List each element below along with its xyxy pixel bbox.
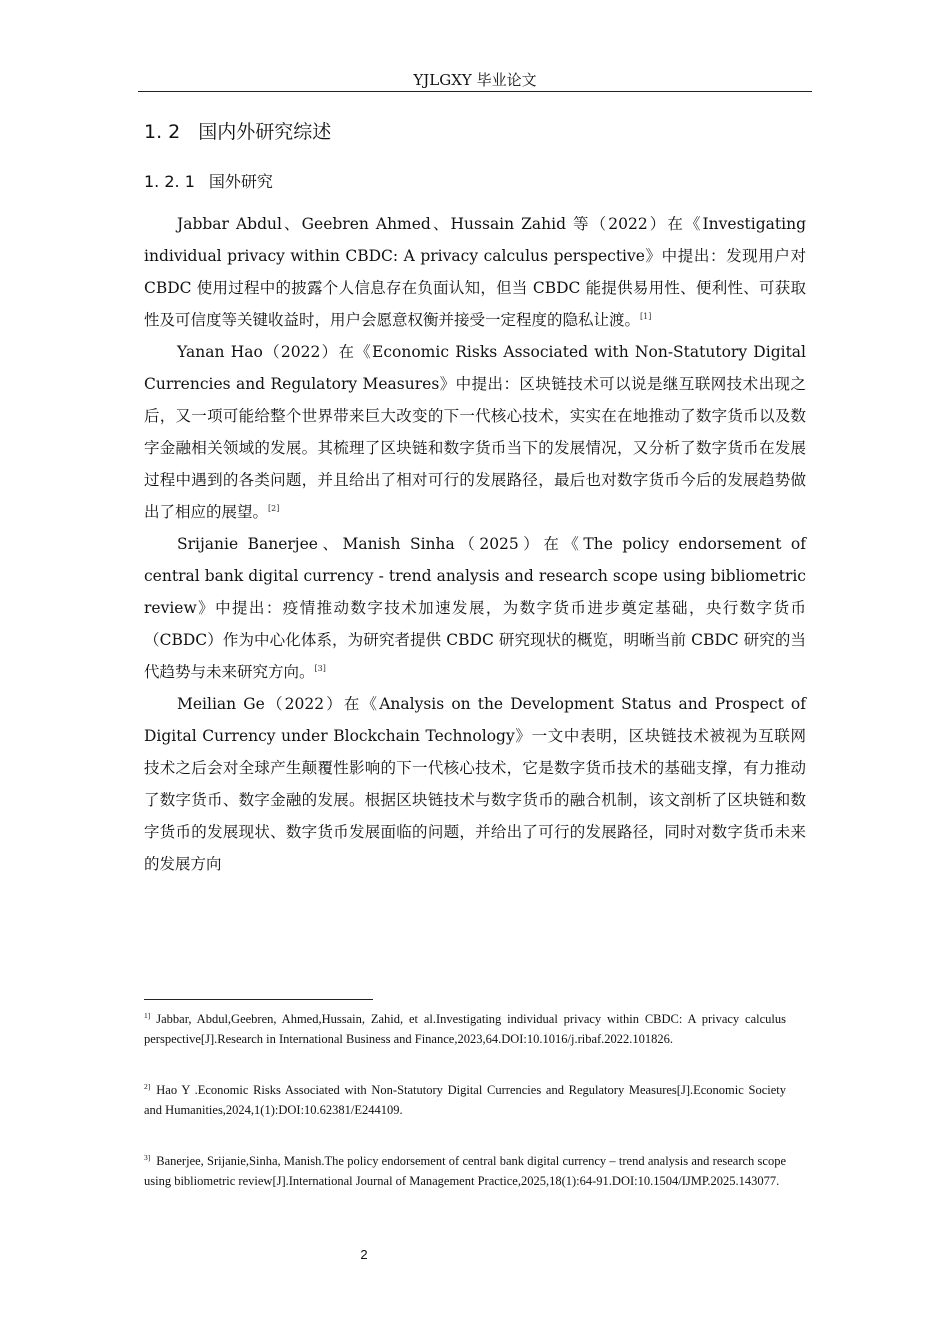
section-heading <box>144 119 331 145</box>
paragraph <box>144 336 806 528</box>
footnote-text: Jabbar, Abdul,Geebren, Ahmed,Hussain, Zahid, et al.Investigating individual privacy within CBDC: A privacy calculus perspective[J].Research in International Business and Finance,2023,64.DOI:10.1016/j.ribaf.2022.101826. <box>144 1012 786 1046</box>
footnote-mark: 3] <box>144 1153 151 1162</box>
footnote <box>144 1081 786 1120</box>
paragraph <box>144 208 806 336</box>
subsection-heading <box>144 170 273 194</box>
paragraph-text: Jabbar Abdul、Geebren Ahmed、Hussain Zahid 等（2022）在《Investigating individual privacy within CBDC: A privacy calculus perspective》中提出：发现用户对 CBDC 使用过程中的披露个人信息存在负面认知，但当 CBDC 能提供易用性、便利性、可获取性及可信度等关键收益时，用户会愿意权衡并接受一定程度的隐私让渡。 <box>144 215 806 329</box>
footnote-mark: 2] <box>144 1082 151 1091</box>
footnote-text: Banerjee, Srijanie,Sinha, Manish.The policy endorsement of central bank digital currency – trend analysis and research scope using bibliometric review[J].International Journal of Management Practice,2025,18(1):64-91.DOI:10.1504/IJMP.2025.143077. <box>144 1154 786 1188</box>
page-number: 2 <box>360 1247 368 1262</box>
paragraph <box>144 528 806 688</box>
header-rule <box>138 91 812 92</box>
citation-marker: [1] <box>640 312 652 321</box>
paragraph <box>144 688 806 880</box>
footnote <box>144 1152 786 1191</box>
paragraph-text: Srijanie Banerjee、Manish Sinha（2025）在《The policy endorsement of central bank digital currency - trend analysis and research scope using bibliometric review》中提出：疫情推动数字技术加速发展，为数字货币进步奠定基础，央行数字货币（CBDC）作为中心化体系，为研究者提供 CBDC 研究现状的概览，明晰当前 CBDC 研究的当代趋势与未来研究方向。 <box>144 535 806 681</box>
footnote <box>144 1010 786 1049</box>
section-number: 1. 2 <box>144 121 181 143</box>
subsection-title: 国外研究 <box>208 172 273 191</box>
citation-marker: [2] <box>268 504 280 513</box>
paragraph-text: Yanan Hao（2022）在《Economic Risks Associated with Non-Statutory Digital Currencies and Regulatory Measures》中提出：区块链技术可以说是继互联网技术出现之后，又一项可能给整个世界带来巨大改变的下一代核心技术，实实在在地推动了数字货币以及数字金融相关领域的发展。其梳理了区块链和数字货币当下的发展情况，又分析了数字货币在发展过程中遇到的各类问题，并且给出了相对可行的发展路径，最后也对数字货币今后的发展趋势做出了相应的展望。 <box>144 343 806 521</box>
running-header: YJLGXY 毕业论文 <box>413 71 537 89</box>
citation-marker: [3] <box>314 664 326 673</box>
body-text <box>144 208 806 880</box>
section-title: 国内外研究综述 <box>198 121 332 143</box>
paragraph-text: Meilian Ge（2022）在《Analysis on the Development Status and Prospect of Digital Currency under Blockchain Technology》一文中表明，区块链技术被视为互联网技术之后会对全球产生颠覆性影响的下一代核心技术，它是数字货币技术的基础支撑，有力推动了数字货币、数字金融的发展。根据区块链技术与数字货币的融合机制，该文剖析了区块链和数字货币的发展现状、数字货币发展面临的问题，并给出了可行的发展路径，同时对数字货币未来的发展方向 <box>144 695 806 873</box>
footnote-separator <box>144 999 373 1000</box>
subsection-number: 1. 2. 1 <box>144 172 195 191</box>
footnote-text: Hao Y .Economic Risks Associated with Non-Statutory Digital Currencies and Regulatory Measures[J].Economic Society and Humanities,2024,1(1):DOI:10.62381/E244109. <box>144 1083 786 1117</box>
footnotes <box>144 1010 786 1191</box>
footnote-mark: 1] <box>144 1011 151 1020</box>
